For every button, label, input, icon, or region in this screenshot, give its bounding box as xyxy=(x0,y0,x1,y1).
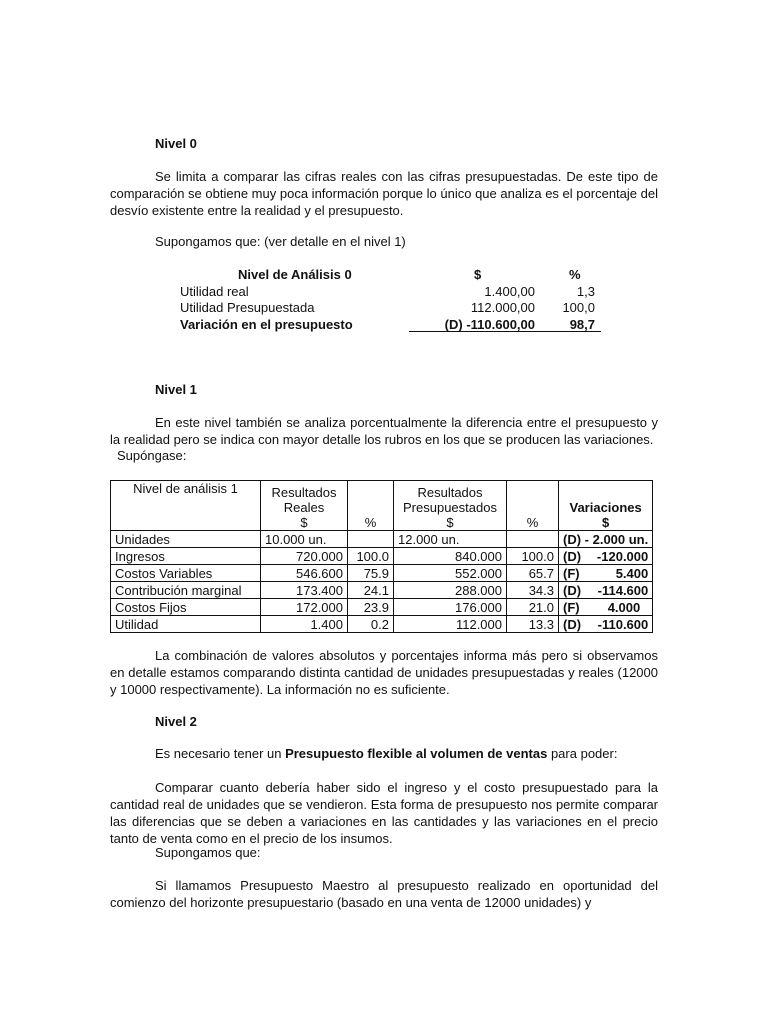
row-label: Contribución marginal xyxy=(111,582,261,599)
row-budget: 112.000 xyxy=(394,616,507,633)
row-budget: 552.000 xyxy=(394,565,507,582)
row-variation: (F) 4.000 xyxy=(559,599,653,616)
table-row xyxy=(111,531,653,548)
nivel1-suppose-text: Supóngase: xyxy=(117,448,187,463)
row-budget-pct xyxy=(507,531,559,548)
row-real-pct: 23.9 xyxy=(348,599,394,616)
heading-nivel-0: Nivel 0 xyxy=(155,136,197,151)
row-variation: (D) -110.600 xyxy=(559,616,653,633)
row-label: Ingresos xyxy=(111,548,261,565)
nivel0-suppose-text: Supongamos que: (ver detalle en el nivel 1) xyxy=(155,234,406,249)
table0-row-label: Utilidad real xyxy=(180,284,249,299)
table-row xyxy=(111,582,653,599)
table0-row-amount: (D) -110.600,00 xyxy=(444,317,535,332)
table-row xyxy=(111,616,653,633)
row-label: Utilidad xyxy=(111,616,261,633)
table0-row-label: Variación en el presupuesto xyxy=(180,317,353,332)
nivel1-paragraph: En este nivel también se analiza porcentualmente la diferencia entre el presupuesto y la realidad pero se indica con mayor detalle los rubros en los que se producen las variaciones. xyxy=(110,415,658,447)
row-real-pct: 0.2 xyxy=(348,616,394,633)
row-label: Unidades xyxy=(111,531,261,548)
table0-money-header: $ xyxy=(474,267,482,282)
row-variation: (D) - 2.000 un. xyxy=(559,531,653,548)
row-budget-pct: 21.0 xyxy=(507,599,559,616)
row-budget-pct: 65.7 xyxy=(507,565,559,582)
table1-header-real: Resultados Reales $ xyxy=(261,481,348,531)
table0-pct-header: % xyxy=(569,267,581,282)
row-variation: (F) 5.400 xyxy=(559,565,653,582)
row-label: Costos Variables xyxy=(111,565,261,582)
row-real: 546.600 xyxy=(261,565,348,582)
row-real-pct: 100.0 xyxy=(348,548,394,565)
row-budget-pct: 13.3 xyxy=(507,616,559,633)
table0-row-amount: 1.400,00 xyxy=(484,284,535,299)
row-real: 720.000 xyxy=(261,548,348,565)
table0-row-pct: 1,3 xyxy=(576,284,595,299)
table1-header-row xyxy=(111,481,653,531)
row-budget: 840.000 xyxy=(394,548,507,565)
table0-row-label: Utilidad Presupuestada xyxy=(180,300,315,315)
table-row xyxy=(111,548,653,565)
nivel2-suppose-text: Supongamos que: xyxy=(155,845,261,860)
table1-header-budget-pct: % xyxy=(507,481,559,531)
analysis-1-table xyxy=(110,480,653,633)
row-budget: 288.000 xyxy=(394,582,507,599)
nivel2-paragraph: Comparar cuanto debería haber sido el ingreso y el costo presupuestado para la cantidad real de unidades que se vendieron. Esta forma de presupuesto nos permite comparar las diferencias que se deben a variaciones en las cantidades y las variaciones en el precio tanto de venta como en el precio de los insumos. xyxy=(110,780,658,846)
row-real: 173.400 xyxy=(261,582,348,599)
nivel2-final-paragraph: Si llamamos Presupuesto Maestro al presupuesto realizado en oportunidad del comienzo del horizonte presupuestario (basado en una venta de 12000 unidades) y xyxy=(110,878,658,910)
table1-header-budget: Resultados Presupuestados $ xyxy=(394,481,507,531)
row-budget-pct: 100.0 xyxy=(507,548,559,565)
row-real: 1.400 xyxy=(261,616,348,633)
heading-nivel-1: Nivel 1 xyxy=(155,382,197,397)
table1-header-variation: Variaciones $ xyxy=(559,481,653,531)
nivel0-paragraph: Se limita a comparar las cifras reales con las cifras presupuestadas. De este tipo de comparación se obtiene muy poca información porque lo único que analiza es el porcentaje del desvío existente entre la realidad y el presupuesto. xyxy=(110,169,658,218)
nivel1-conclusion-paragraph: La combinación de valores absolutos y porcentajes informa más pero si observamos en detalle estamos comparando distinta cantidad de unidades presupuestadas y reales (12000 y 10000 respectivamente). La información no es suficiente. xyxy=(110,648,658,697)
table0-row-pct: 98,7 xyxy=(569,317,595,332)
table0-row-pct: 100,0 xyxy=(562,300,595,315)
row-budget-pct: 34.3 xyxy=(507,582,559,599)
row-real-pct xyxy=(348,531,394,548)
table0-title: Nivel de Análisis 0 xyxy=(238,267,352,282)
row-budget: 12.000 un. xyxy=(394,531,507,548)
table1-header-label: Nivel de análisis 1 xyxy=(111,481,261,531)
row-budget: 176.000 xyxy=(394,599,507,616)
table-row xyxy=(111,565,653,582)
row-variation: (D) -120.000 xyxy=(559,548,653,565)
table-row xyxy=(111,599,653,616)
heading-nivel-2: Nivel 2 xyxy=(155,714,197,729)
row-real-pct: 24.1 xyxy=(348,582,394,599)
table0-row-amount: 112.000,00 xyxy=(470,300,535,315)
row-variation: (D) -114.600 xyxy=(559,582,653,599)
row-real: 172.000 xyxy=(261,599,348,616)
nivel2-intro-text: Es necesario tener un Presupuesto flexible al volumen de ventas para poder: xyxy=(155,746,618,761)
table1-header-real-pct: % xyxy=(348,481,394,531)
row-label: Costos Fijos xyxy=(111,599,261,616)
row-real: 10.000 un. xyxy=(261,531,348,548)
row-real-pct: 75.9 xyxy=(348,565,394,582)
